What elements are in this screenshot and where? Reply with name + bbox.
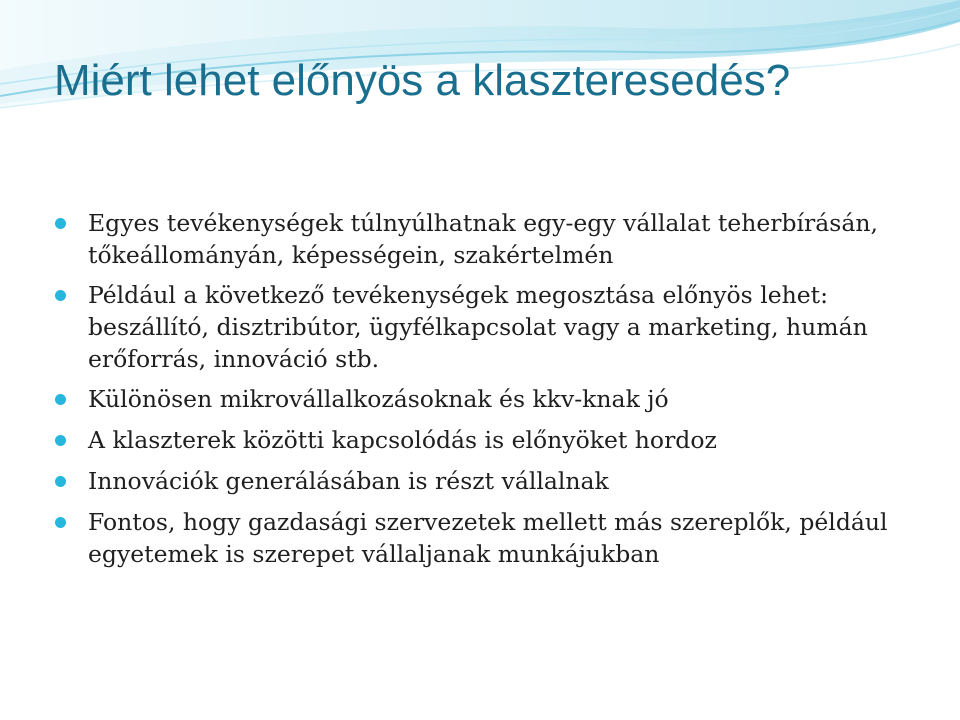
bullet-dot-icon [55,435,66,446]
bullet-text: Innovációk generálásában is részt vállalnak [88,467,609,495]
slide-title: Miért lehet előnyös a klaszteresedés? [54,56,791,105]
bullet-text: Például a következő tevékenységek megosztása előnyös lehet: beszállító, disztribútor, ügyfélkapcsolat vagy a marketing, humán erőforrás, innováció stb. [88,281,868,373]
bullet-dot-icon [55,218,66,229]
bullet-dot-icon [55,290,66,301]
bullet-item [55,279,935,375]
bullet-text: Fontos, hogy gazdasági szervezetek mellett más szereplők, például egyetemek is szerepet vállaljanak munkájukban [88,508,888,568]
bullet-item [55,207,935,271]
bullet-dot-icon [55,476,66,487]
bullet-dot-icon [55,394,66,405]
bullet-item [55,424,935,456]
bullet-text: Egyes tevékenységek túlnyúlhatnak egy-egy vállalat teherbírásán, tőkeállományán, képességein, szakértelmén [88,209,878,269]
bullet-text: A klaszterek közötti kapcsolódás is előnyöket hordoz [88,426,717,454]
bullet-text: Különösen mikrovállalkozásoknak és kkv-knak jó [88,385,669,413]
bullet-item [55,465,935,497]
bullet-list [55,207,935,578]
bullet-dot-icon [55,517,66,528]
bullet-item [55,383,935,415]
bullet-item [55,506,935,570]
